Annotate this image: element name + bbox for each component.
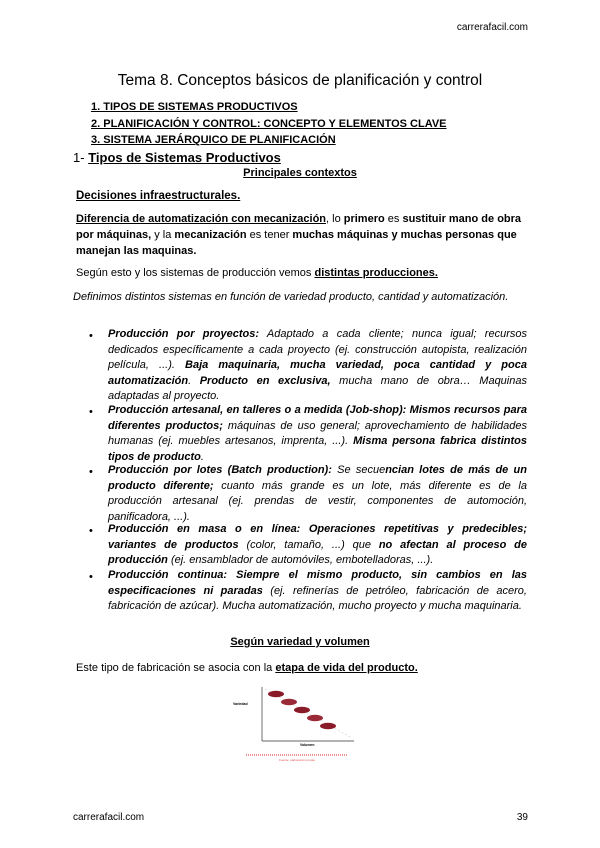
lifecycle-paragraph: [76, 660, 536, 676]
section-heading: [73, 150, 281, 165]
process-stage-1: [268, 691, 284, 697]
item-term: Producción por lotes (Batch production):: [108, 464, 332, 476]
text-run: .: [200, 450, 204, 463]
text-run: mucha mano de obra… Maquinas adaptadas al proyecto.: [108, 374, 527, 402]
process-stage-5: [320, 723, 336, 729]
figure-caption: Fuente: elaboración propia: [279, 758, 315, 762]
productions-term: distintas producciones.: [314, 267, 438, 279]
automation-term: Diferencia de automatización con mecanización: [76, 213, 327, 225]
list-item-batch: [108, 463, 527, 525]
bullet: •: [89, 466, 93, 478]
text-run: Según esto y los sistemas de producción vemos: [76, 267, 315, 279]
bullet: •: [89, 525, 93, 537]
text-run: , lo: [326, 213, 344, 225]
text-run: mecanización: [174, 229, 247, 241]
decisions-heading: Decisiones infraestructurales.: [76, 190, 241, 202]
list-item-projects: [108, 327, 527, 405]
x-axis-label: Volumen: [300, 743, 315, 747]
bullet: •: [89, 571, 93, 583]
text-run: primero: [343, 213, 385, 225]
text-run: (ej. refinerías de petróleo, fabricación de acero, fabricación de azúcar). Mucha automatización, mucho proyecto y mucha maquinaria.: [108, 584, 527, 612]
text-run: Este tipo de fabricación se asocia con la: [76, 662, 276, 674]
text-run: cuanto más grande es un lote, más diferente es de la producción artesanal (ej. prendas de vestir, componentes de automoción, panificadora, ...).: [108, 479, 527, 523]
text-run: máquinas de uso general; aprovechamiento de habilidades humanas (ej. muebles artesanos, imprenta, ...).: [108, 419, 527, 447]
contexts-heading: Principales contextos: [243, 167, 357, 179]
text-run: .: [188, 374, 200, 387]
header-site: carrerafacil.com: [456, 22, 528, 33]
section-number: 1-: [73, 150, 85, 165]
text-run: ncian lotes de más de un producto diferente;: [108, 464, 527, 492]
text-run: no afectan al proceso de producción: [108, 538, 527, 566]
toc-item-2: 2. PLANIFICACIÓN Y CONTROL: CONCEPTO Y ELEMENTOS CLAVE: [91, 118, 447, 130]
item-term: Producción artesanal, en talleres o a medida (Job-shop): Mismos recursos para diferentes productos;: [108, 404, 527, 432]
item-term: Producción por proyectos:: [108, 328, 260, 340]
text-run: Baja maquinaria, mucha variedad, poca cantidad y poca automatización: [108, 359, 527, 387]
text-run: (color, tamaño, ...) que: [238, 538, 379, 551]
text-run: Producto en exclusiva,: [199, 374, 331, 387]
item-term: Producción continua: Siempre el mismo producto, sin cambios en las especificaciones ni paradas: [108, 569, 527, 597]
list-item-job-shop: [108, 403, 527, 465]
bullet: •: [89, 330, 93, 342]
bullet: •: [89, 406, 93, 418]
footer-site: carrerafacil.com: [73, 812, 145, 823]
text-run: muchas máquinas y muchas personas que manejan las maquinas.: [76, 229, 517, 257]
define-paragraph: Definimos distintos sistemas en función de variedad producto, cantidad y automatización.: [73, 291, 509, 303]
text-run: y la: [151, 229, 175, 241]
item-term: Producción en masa o en línea:: [108, 523, 301, 535]
list-item-mass: [108, 522, 527, 569]
text-run: es: [384, 213, 403, 225]
toc-item-1: 1. TIPOS DE SISTEMAS PRODUCTIVOS: [91, 101, 298, 113]
text-run: sustituir mano de obra por máquinas,: [76, 213, 522, 241]
productions-paragraph: [76, 265, 531, 281]
page-number: 39: [516, 812, 528, 823]
section-title: Tipos de Sistemas Productivos: [88, 150, 281, 165]
text-run: Misma persona fabrica distintos tipos de producto: [108, 435, 527, 463]
process-stage-3: [294, 707, 310, 713]
list-item-continuous: [108, 568, 527, 615]
text-run: Se secue: [331, 464, 386, 476]
automation-paragraph: [76, 211, 528, 259]
variety-volume-heading: Según variedad y volumen: [230, 636, 370, 648]
lifecycle-term: etapa de vida del producto.: [275, 662, 418, 674]
toc-item-3: 3. SISTEMA JERÁRQUICO DE PLANIFICACIÓN: [91, 134, 336, 146]
text-run: es tener: [246, 229, 293, 241]
text-run: Adaptado a cada cliente; nunca igual; recursos dedicados específicamente a cada proyecto (ej. construcción autopista, realización película, ...).: [108, 328, 527, 371]
text-run: Operaciones repetitivas y predecibles; variantes de productos: [108, 523, 527, 551]
text-run: (ej. ensamblador de automóviles, embotelladoras, ...).: [167, 554, 434, 566]
process-stage-2: [281, 699, 297, 705]
page-title: Tema 8. Conceptos básicos de planificación y control: [117, 72, 483, 89]
process-stage-4: [307, 715, 323, 721]
y-axis-label: Variedad: [233, 702, 248, 706]
product-lifecycle-figure: [232, 683, 362, 763]
